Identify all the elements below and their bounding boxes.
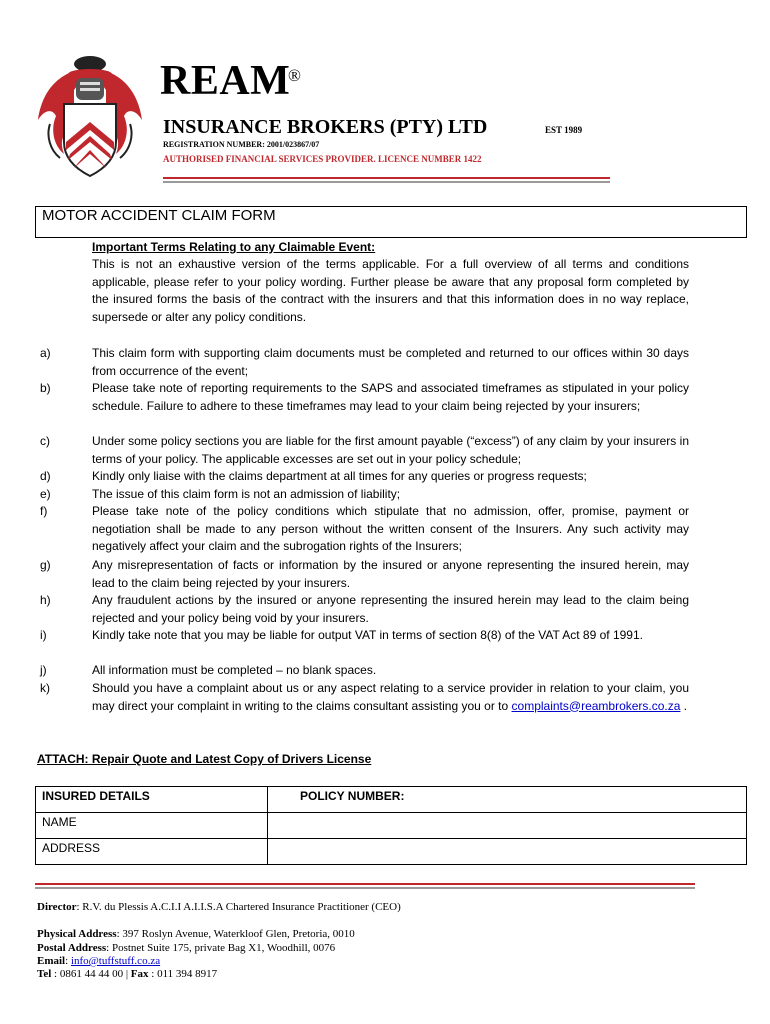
email-label: Email: [37, 955, 66, 967]
term-letter-c: c): [40, 434, 50, 448]
name-label: NAME: [36, 813, 268, 839]
term-letter-h: h): [40, 593, 51, 607]
name-field[interactable]: [268, 813, 747, 839]
attach-note: ATTACH: Repair Quote and Latest Copy of Drivers License: [37, 752, 372, 766]
address-label: ADDRESS: [36, 839, 268, 865]
address-field[interactable]: [268, 839, 747, 865]
term-text-k: Should you have a complaint about us or any aspect relating to a service provider in relation to your claim, you may direct your complaint in writing to the claims consultant assisting you or to: [92, 681, 689, 713]
tel-value: : 0861 44 44 00 |: [51, 968, 131, 980]
fax-label: Fax: [130, 968, 149, 980]
postal-address-value: : Postnet Suite 175, private Bag X1, Woodhill, 0076: [106, 942, 336, 954]
footer-contact: [37, 968, 217, 980]
email-separator: :: [65, 955, 71, 967]
established-year: EST 1989: [545, 125, 583, 135]
term-letter-i: i): [40, 628, 47, 642]
term-text-e: The issue of this claim form is not an admission of liability;: [92, 487, 401, 501]
term-k-suffix: .: [680, 698, 688, 713]
physical-address-value: : 397 Roslyn Avenue, Waterkloof Glen, Pretoria, 0010: [116, 928, 355, 940]
term-letter-a: a): [40, 346, 51, 360]
footer-director: [37, 901, 401, 913]
fax-value: : 011 394 8917: [148, 968, 218, 980]
term-letter-k: k): [40, 681, 50, 695]
footer-email: [37, 955, 160, 967]
term-letter-e: e): [40, 487, 51, 501]
term-text-j: All information must be completed – no blank spaces.: [92, 663, 377, 677]
insured-details-table: [35, 786, 747, 865]
term-text-f: Please take note of the policy conditions which stipulate that no admission, offer, promise, payment or negotiation shall be made to any person without the written consent of the Insurers. Any such activity may negatively affect your claim and the subrogation rights of the Insurers;: [92, 504, 689, 553]
term-text-a: This claim form with supporting claim documents must be completed and returned to our offices within 30 days from occurrence of the event;: [92, 346, 689, 378]
physical-address-label: Physical Address: [37, 928, 117, 940]
director-value: : R.V. du Plessis A.C.I.I A.I.I.S.A Chartered Insurance Practitioner (CEO): [76, 901, 401, 913]
terms-intro: This is not an exhaustive version of the terms applicable. For a full overview of all terms and conditions applicable, please refer to your policy wording. Further please be aware that any proposal form completed by the insured forms the basis of the contract with the insurers and that this information does in no way replace, supersede or alter any policy conditions.: [92, 257, 689, 324]
footer-physical-address: [37, 928, 355, 940]
footer-rule-grey: [35, 887, 695, 889]
footer-rule-red: [35, 883, 695, 885]
term-letter-d: d): [40, 469, 51, 483]
coat-of-arms-icon: [30, 50, 150, 180]
term-text-i: Kindly take note that you may be liable for output VAT in terms of section 8(8) of the VAT Act 89 of 1991.: [92, 628, 643, 642]
term-text-g: Any misrepresentation of facts or information by the insured or anyone representing the insured herein, may lead to the claim being rejected by your insurers.: [92, 558, 689, 590]
postal-address-label: Postal Address: [37, 942, 107, 954]
term-letter-g: g): [40, 558, 51, 572]
term-text-d: Kindly only liaise with the claims department at all times for any queries or progress requests;: [92, 469, 587, 483]
term-letter-f: f): [40, 504, 48, 518]
insured-details-header: INSURED DETAILS: [36, 787, 268, 813]
footer-postal-address: [37, 942, 335, 954]
form-title: MOTOR ACCIDENT CLAIM FORM: [42, 207, 276, 224]
complaints-email-link[interactable]: complaints@reambrokers.co.za: [511, 698, 681, 713]
term-text-h: Any fraudulent actions by the insured or anyone representing the insured herein may lead to the claim being rejected and your policy being void by your insurers.: [92, 593, 689, 625]
header-rule-red: [163, 177, 610, 179]
header-rule-grey: [163, 181, 610, 183]
brand-name: REAM: [160, 58, 291, 104]
company-name: INSURANCE BROKERS (PTY) LTD: [163, 116, 488, 138]
policy-number-field[interactable]: POLICY NUMBER:: [268, 787, 747, 813]
director-label: Director: [37, 901, 77, 913]
term-text-b: Please take note of reporting requirements to the SAPS and associated timeframes as stipulated in your policy schedule. Failure to adhere to these timeframes may lead to your claim being rejected by your insurers;: [92, 381, 689, 413]
term-k: [92, 680, 689, 715]
registered-mark: ®: [288, 66, 301, 85]
terms-heading: Important Terms Relating to any Claimable Event:: [92, 240, 376, 254]
registration-number: REGISTRATION NUMBER: 2001/023867/07: [163, 140, 320, 149]
email-link[interactable]: info@tuffstuff.co.za: [70, 955, 161, 967]
tel-label: Tel: [37, 968, 52, 980]
term-letter-b: b): [40, 381, 51, 395]
term-text-c: Under some policy sections you are liable for the first amount payable (“excess”) of any claim by your insurers in terms of your policy. The applicable excesses are set out in your policy schedule;: [92, 434, 689, 466]
term-letter-j: j): [40, 663, 47, 677]
fsp-licence: AUTHORISED FINANCIAL SERVICES PROVIDER. LICENCE NUMBER 1422: [163, 154, 482, 164]
